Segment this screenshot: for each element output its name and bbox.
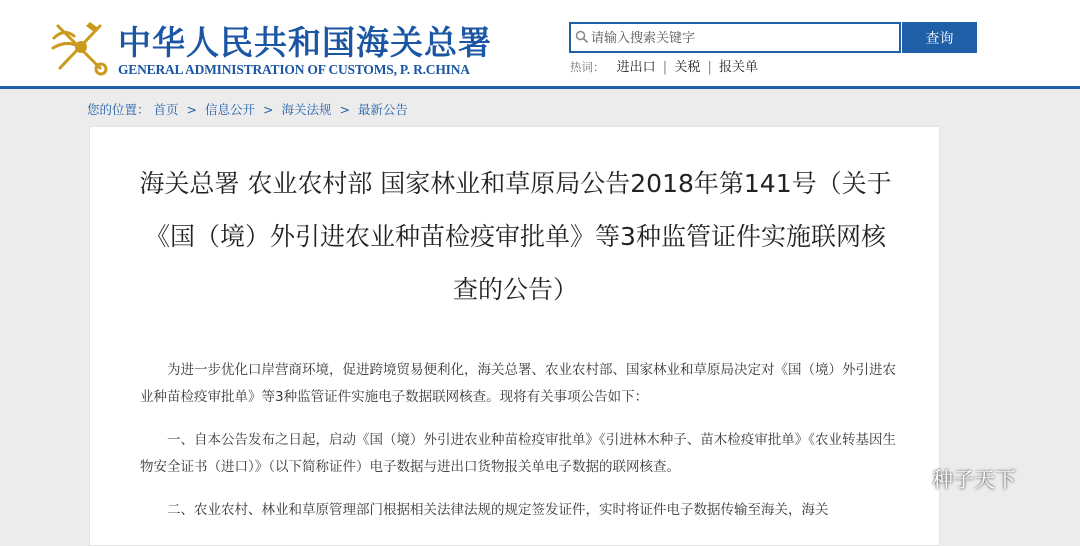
search-input[interactable] [591, 27, 891, 49]
breadcrumb-home[interactable]: 首页 [153, 102, 179, 117]
breadcrumb-item[interactable]: 海关法规 [281, 102, 332, 117]
search-box [569, 22, 901, 53]
breadcrumb-item[interactable]: 信息公开 [204, 102, 255, 117]
breadcrumb-separator: > [262, 102, 274, 117]
article-paragraph: 二、农业农村、林业和草原管理部门根据相关法律法规的规定签发证件，实时将证件电子数据传输至海关，海关 [167, 502, 829, 518]
customs-emblem-icon [50, 18, 112, 76]
hotwords-bar [570, 56, 758, 75]
site-title-cn[interactable]: 中华人民共和国海关总署 [118, 23, 492, 62]
article-panel [89, 126, 940, 546]
breadcrumb-item[interactable]: 最新公告 [357, 102, 408, 117]
article-paragraph: 一、自本公告发布之日起，启动《国（境）外引进农业种苗检疫审批单》《引进林木种子、苗木检疫审批单》《农业转基因生物安全证书（进口）》（以下简称证件）电子数据与进出口货物报关单电子数据的联网核查。 [140, 432, 896, 475]
hotword-link[interactable]: 关税 [674, 60, 701, 75]
divider: | [662, 60, 668, 75]
search-icon [575, 30, 589, 44]
breadcrumb-separator: > [339, 102, 350, 117]
wechat-icon [893, 469, 927, 497]
watermark-text: 种子天下 [932, 468, 1016, 492]
site-header [0, 0, 1080, 89]
breadcrumb-separator: > [186, 102, 197, 117]
article-title: 海关总署 农业农村部 国家林业和草原局公告2018年第141号（关于《国（境）外引进农业种苗检疫审批单》等3种监管证件实施联网核查的公告） [139, 169, 892, 304]
site-title-en: GENERAL ADMINISTRATION OF CUSTOMS, P. R.CHINA [118, 62, 470, 77]
divider: | [707, 60, 712, 75]
hotwords-label: 热词： [570, 60, 605, 74]
hotword-link[interactable]: 进出口 [616, 60, 656, 75]
breadcrumb [87, 100, 408, 118]
article-paragraph: 为进一步优化口岸营商环境，促进跨境贸易便利化，海关总署、农业农村部、国家林业和草原局决定对《国（境）外引进农业种苗检疫审批单》等3种监管证件实施电子数据联网核查。现将有关事项公告如下： [140, 362, 896, 405]
breadcrumb-prefix: 您的位置： [87, 102, 150, 117]
search-button[interactable]: 查询 [902, 22, 977, 53]
hotword-link[interactable]: 报关单 [719, 60, 759, 75]
